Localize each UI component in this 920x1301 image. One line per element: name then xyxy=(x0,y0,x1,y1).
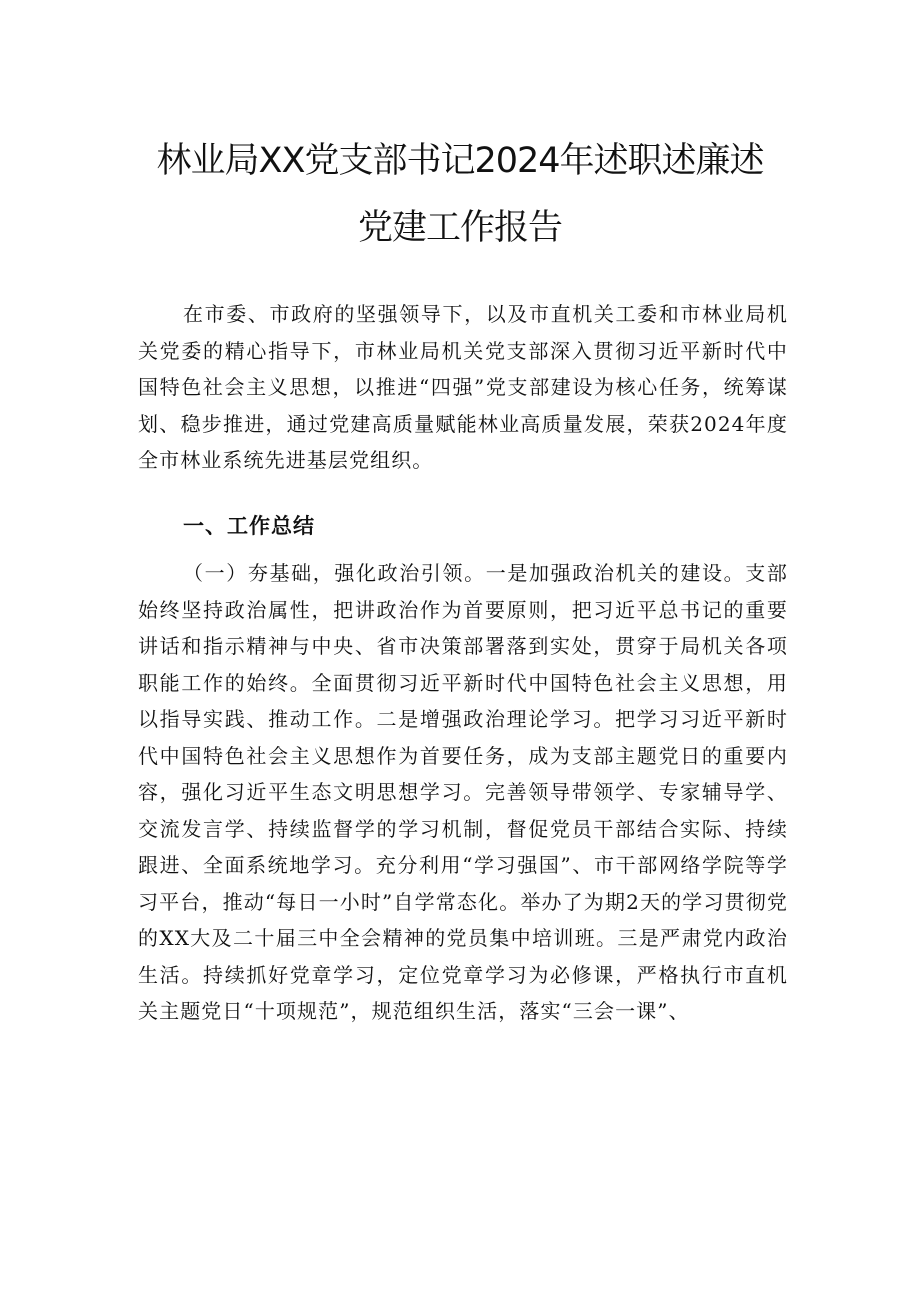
section-1-paragraph: （一）夯基础，强化政治引领。一是加强政治机关的建设。支部始终坚持政治属性，把讲政治作为首要原则，把习近平总书记的重要讲话和指示精神与中央、省市决策部署落到实处，贯穿于局机关各项职能工作的始终。全面贯彻习近平新时代中国特色社会主义思想，用以指导实践、推动工作。二是增强政治理论学习。把学习习近平新时代中国特色社会主义思想作为首要任务，成为支部主题党日的重要内容，强化习近平生态文明思想学习。完善领导带领学、专家辅导学、交流发言学、持续监督学的学习机制，督促党员干部结合实际、持续跟进、全面系统地学习。充分利用“学习强国”、市干部网络学院等学习平台，推动“每日一小时”自学常态化。举办了为期2天的学习贯彻党的XX大及二十届三中全会精神的党员集中培训班。三是严肃党内政治生活。持续抓好党章学习，定位党章学习为必修课，严格执行市直机关主题党日“十项规范”，规范组织生活，落实“三会一课”、 xyxy=(138,561,788,1023)
document-title-line-1: 林业局XX党支部书记2024年述职述廉述 xyxy=(156,141,764,181)
intro-paragraph: 在市委、市政府的坚强领导下，以及市直机关工委和市林业局机关党委的精心指导下，市林业局机关党支部深入贯彻习近平新时代中国特色社会主义思想，以推进“四强”党支部建设为核心任务，统筹谋划、稳步推进，通过党建高质量赋能林业高质量发展，荣获2024年度全市林业系统先进基层党组织。 xyxy=(138,302,788,472)
section-heading-work-summary: 一、工作总结 xyxy=(183,514,315,538)
document-title-line-2: 党建工作报告 xyxy=(357,208,562,248)
